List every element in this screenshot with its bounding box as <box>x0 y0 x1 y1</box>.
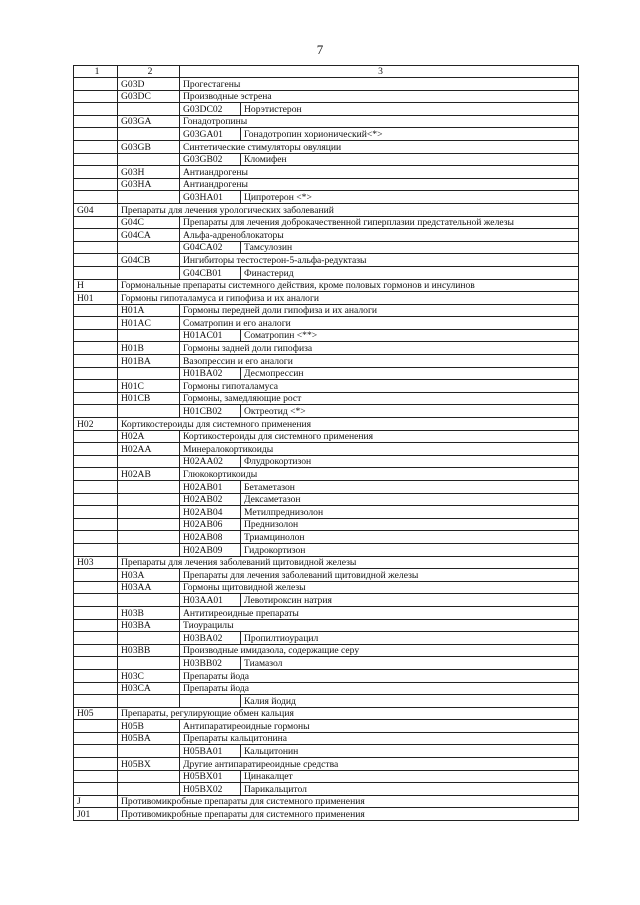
empty-cell <box>74 191 118 204</box>
empty-cell <box>118 329 180 342</box>
empty-cell <box>118 531 180 544</box>
code-cell: G04CB <box>118 254 180 267</box>
name-cell: Синтетические стимуляторы овуляции <box>180 140 579 153</box>
code-cell: G03GA01 <box>180 128 241 141</box>
code-cell: H02AB06 <box>180 518 241 531</box>
name-cell: Ингибиторы тестостерон-5-альфа-редуктазы <box>180 254 579 267</box>
code-cell: G03DC02 <box>180 103 241 116</box>
table-row <box>74 606 579 619</box>
name-cell: Парикальцитол <box>241 783 579 796</box>
empty-cell <box>74 569 118 582</box>
empty-cell <box>74 770 118 783</box>
code-cell: H02AB04 <box>180 506 241 519</box>
code-cell: G03GB02 <box>180 153 241 166</box>
code-cell <box>180 695 241 708</box>
empty-cell <box>118 405 180 418</box>
table-row <box>74 216 579 229</box>
table-row <box>74 682 579 695</box>
code-cell: H02AB01 <box>180 481 241 494</box>
name-cell: Препараты йода <box>180 669 579 682</box>
empty-cell <box>74 720 118 733</box>
code-cell: H01BA <box>118 355 180 368</box>
code-cell: H01BA02 <box>180 367 241 380</box>
table-row <box>74 140 579 153</box>
code-cell: G03D <box>118 78 180 91</box>
table-row <box>74 543 579 556</box>
empty-cell <box>74 644 118 657</box>
empty-cell <box>118 367 180 380</box>
empty-cell <box>74 581 118 594</box>
empty-cell <box>74 455 118 468</box>
table-row <box>74 115 579 128</box>
table-row <box>74 329 579 342</box>
table-row <box>74 153 579 166</box>
empty-cell <box>118 266 180 279</box>
name-cell: Бетаметазон <box>241 481 579 494</box>
name-cell: Гормоны гипоталамуса и гипофиза и их аналоги <box>118 292 579 305</box>
empty-cell <box>118 103 180 116</box>
table-row <box>74 632 579 645</box>
page-number: 7 <box>316 42 324 57</box>
code-cell: H05BA01 <box>180 745 241 758</box>
empty-cell <box>118 745 180 758</box>
name-cell: Пропилтиоурацил <box>241 632 579 645</box>
name-cell: Производные эстрена <box>180 90 579 103</box>
name-cell: Финастерид <box>241 266 579 279</box>
table-row <box>74 443 579 456</box>
empty-cell <box>118 128 180 141</box>
table-row <box>74 707 579 720</box>
empty-cell <box>74 657 118 670</box>
table-row <box>74 795 579 808</box>
empty-cell <box>118 191 180 204</box>
empty-cell <box>118 518 180 531</box>
empty-cell <box>74 543 118 556</box>
name-cell: Антиандрогены <box>180 178 579 191</box>
empty-cell <box>74 606 118 619</box>
name-cell: Гидрокортизон <box>241 543 579 556</box>
code-cell: H02AB09 <box>180 543 241 556</box>
empty-cell <box>74 115 118 128</box>
empty-cell <box>74 78 118 91</box>
name-cell: Противомикробные препараты для системного применения <box>118 795 579 808</box>
table-row <box>74 367 579 380</box>
table-row <box>74 191 579 204</box>
table-row <box>74 78 579 91</box>
name-cell: Гонадотропин хорионический<*> <box>241 128 579 141</box>
code-cell: H05BX01 <box>180 770 241 783</box>
name-cell: Кортикостероиды для системного применения <box>180 430 579 443</box>
name-cell: Цинакалцет <box>241 770 579 783</box>
empty-cell <box>74 430 118 443</box>
name-cell: Антиандрогены <box>180 166 579 179</box>
name-cell: Препараты кальцитонина <box>180 732 579 745</box>
name-cell: Препараты для лечения заболеваний щитовидной железы <box>118 556 579 569</box>
name-cell: Триамцинолон <box>241 531 579 544</box>
empty-cell <box>74 329 118 342</box>
name-cell: Соматропин <**> <box>241 329 579 342</box>
name-cell: Гормоны щитовидной железы <box>180 581 579 594</box>
name-cell: Ципротерон <*> <box>241 191 579 204</box>
name-cell: Антитиреоидные препараты <box>180 606 579 619</box>
table-row <box>74 178 579 191</box>
empty-cell <box>74 758 118 771</box>
table-row <box>74 594 579 607</box>
empty-cell <box>118 770 180 783</box>
empty-cell <box>118 481 180 494</box>
code-cell: H05 <box>74 707 118 720</box>
table-row <box>74 380 579 393</box>
name-cell: Тиоурацилы <box>180 619 579 632</box>
code-cell: H01CB02 <box>180 405 241 418</box>
code-cell: H03AA01 <box>180 594 241 607</box>
empty-cell <box>74 682 118 695</box>
empty-cell <box>74 405 118 418</box>
empty-cell <box>118 657 180 670</box>
table-row <box>74 317 579 330</box>
name-cell: Гормональные препараты системного действия, кроме половых гормонов и инсулинов <box>118 279 579 292</box>
code-cell: H03BA02 <box>180 632 241 645</box>
code-cell: G04CA02 <box>180 241 241 254</box>
empty-cell <box>74 594 118 607</box>
name-cell: Тамсулозин <box>241 241 579 254</box>
code-cell: H02A <box>118 430 180 443</box>
code-cell: H01C <box>118 380 180 393</box>
code-cell: G04CB01 <box>180 266 241 279</box>
empty-cell <box>74 254 118 267</box>
empty-cell <box>74 493 118 506</box>
name-cell: Гормоны задней доли гипофиза <box>180 342 579 355</box>
table-row <box>74 531 579 544</box>
table-row <box>74 342 579 355</box>
code-cell: H01AC01 <box>180 329 241 342</box>
table-row <box>74 481 579 494</box>
code-cell: H01 <box>74 292 118 305</box>
empty-cell <box>118 632 180 645</box>
code-cell: H02AB08 <box>180 531 241 544</box>
name-cell: Кальцитонин <box>241 745 579 758</box>
empty-cell <box>74 518 118 531</box>
name-cell: Препараты для лечения заболеваний щитовидной железы <box>180 569 579 582</box>
table-row <box>74 808 579 821</box>
empty-cell <box>118 783 180 796</box>
code-cell: H03C <box>118 669 180 682</box>
empty-cell <box>74 342 118 355</box>
empty-cell <box>74 90 118 103</box>
empty-cell <box>74 481 118 494</box>
table-row <box>74 506 579 519</box>
empty-cell <box>118 543 180 556</box>
empty-cell <box>118 695 180 708</box>
code-cell: G03DC <box>118 90 180 103</box>
table-row <box>74 581 579 594</box>
name-cell: Октреотид <*> <box>241 405 579 418</box>
table-row <box>74 569 579 582</box>
table-row <box>74 619 579 632</box>
empty-cell <box>74 216 118 229</box>
code-cell: H02AB02 <box>180 493 241 506</box>
table-row <box>74 405 579 418</box>
name-cell: Калия йодид <box>241 695 579 708</box>
table-row <box>74 304 579 317</box>
name-cell: Гормоны передней доли гипофиза и их аналоги <box>180 304 579 317</box>
code-cell: H01CB <box>118 392 180 405</box>
name-cell: Дексаметазон <box>241 493 579 506</box>
empty-cell <box>74 695 118 708</box>
code-cell: H03 <box>74 556 118 569</box>
code-cell: H02AA <box>118 443 180 456</box>
name-cell: Другие антипаратиреоидные средства <box>180 758 579 771</box>
name-cell: Флудрокортизон <box>241 455 579 468</box>
code-cell: H03BB02 <box>180 657 241 670</box>
table-row <box>74 732 579 745</box>
name-cell: Метилпреднизолон <box>241 506 579 519</box>
table-row <box>74 695 579 708</box>
code-cell: H02AB <box>118 468 180 481</box>
code-cell: H03B <box>118 606 180 619</box>
empty-cell <box>74 166 118 179</box>
table-row <box>74 166 579 179</box>
name-cell: Норэтистерон <box>241 103 579 116</box>
empty-cell <box>118 241 180 254</box>
name-cell: Альфа-адреноблокаторы <box>180 229 579 242</box>
table-row <box>74 103 579 116</box>
table-row <box>74 770 579 783</box>
code-cell: H05B <box>118 720 180 733</box>
table-row <box>74 229 579 242</box>
table-row <box>74 455 579 468</box>
empty-cell <box>74 140 118 153</box>
empty-cell <box>74 178 118 191</box>
table-row <box>74 90 579 103</box>
code-cell: G04CA <box>118 229 180 242</box>
name-cell: Кломифен <box>241 153 579 166</box>
code-cell: G03HA01 <box>180 191 241 204</box>
empty-cell <box>74 531 118 544</box>
header-col-2: 2 <box>118 66 180 78</box>
name-cell: Препараты для лечения доброкачественной гиперплазии предстательной железы <box>180 216 579 229</box>
name-cell: Противомикробные препараты для системного применения <box>118 808 579 821</box>
empty-cell <box>74 128 118 141</box>
table-header-row <box>74 66 579 78</box>
empty-cell <box>118 493 180 506</box>
empty-cell <box>74 367 118 380</box>
empty-cell <box>118 455 180 468</box>
name-cell: Препараты йода <box>180 682 579 695</box>
table-row <box>74 518 579 531</box>
table-row <box>74 669 579 682</box>
code-cell: H02AA02 <box>180 455 241 468</box>
empty-cell <box>74 669 118 682</box>
name-cell: Кортикостероиды для системного применения <box>118 418 579 431</box>
header-col-3: 3 <box>180 66 579 78</box>
table-row <box>74 128 579 141</box>
name-cell: Глюкокортикоиды <box>180 468 579 481</box>
empty-cell <box>74 380 118 393</box>
table-row <box>74 493 579 506</box>
table-row <box>74 644 579 657</box>
code-cell: H01B <box>118 342 180 355</box>
name-cell: Десмопрессин <box>241 367 579 380</box>
code-cell: H03CA <box>118 682 180 695</box>
name-cell: Препараты, регулирующие обмен кальция <box>118 707 579 720</box>
code-cell: H02 <box>74 418 118 431</box>
name-cell: Препараты для лечения урологических заболеваний <box>118 203 579 216</box>
empty-cell <box>74 355 118 368</box>
code-cell: G03GA <box>118 115 180 128</box>
empty-cell <box>118 153 180 166</box>
empty-cell <box>74 304 118 317</box>
table-row <box>74 758 579 771</box>
empty-cell <box>74 732 118 745</box>
code-cell: H05BX <box>118 758 180 771</box>
empty-cell <box>74 443 118 456</box>
empty-cell <box>74 229 118 242</box>
code-cell: G04 <box>74 203 118 216</box>
code-cell: H03BB <box>118 644 180 657</box>
empty-cell <box>118 594 180 607</box>
name-cell: Гонадотропины <box>180 115 579 128</box>
table-row <box>74 279 579 292</box>
name-cell: Антипаратиреоидные гормоны <box>180 720 579 733</box>
name-cell: Тиамазол <box>241 657 579 670</box>
name-cell: Минералокортикоиды <box>180 443 579 456</box>
empty-cell <box>74 241 118 254</box>
code-cell: H03AA <box>118 581 180 594</box>
code-cell: H <box>74 279 118 292</box>
empty-cell <box>74 392 118 405</box>
name-cell: Соматропин и его аналоги <box>180 317 579 330</box>
table-row <box>74 418 579 431</box>
table-row <box>74 254 579 267</box>
empty-cell <box>74 745 118 758</box>
code-cell: H01AC <box>118 317 180 330</box>
code-cell: J01 <box>74 808 118 821</box>
code-cell: H03BA <box>118 619 180 632</box>
code-cell: G04C <box>118 216 180 229</box>
code-cell: H03A <box>118 569 180 582</box>
drug-classification-table <box>73 65 579 821</box>
name-cell: Прогестагены <box>180 78 579 91</box>
table-row <box>74 783 579 796</box>
code-cell: G03HA <box>118 178 180 191</box>
empty-cell <box>74 468 118 481</box>
empty-cell <box>118 506 180 519</box>
name-cell: Вазопрессин и его аналоги <box>180 355 579 368</box>
table-row <box>74 392 579 405</box>
empty-cell <box>74 103 118 116</box>
table-row <box>74 556 579 569</box>
empty-cell <box>74 317 118 330</box>
name-cell: Гормоны, замедляющие рост <box>180 392 579 405</box>
table-row <box>74 720 579 733</box>
empty-cell <box>74 783 118 796</box>
empty-cell <box>74 506 118 519</box>
code-cell: H05BX02 <box>180 783 241 796</box>
header-col-1: 1 <box>74 66 118 78</box>
name-cell: Преднизолон <box>241 518 579 531</box>
code-cell: H05BA <box>118 732 180 745</box>
code-cell: G03H <box>118 166 180 179</box>
empty-cell <box>74 632 118 645</box>
table-row <box>74 657 579 670</box>
table-row <box>74 241 579 254</box>
table-row <box>74 292 579 305</box>
code-cell: J <box>74 795 118 808</box>
code-cell: H01A <box>118 304 180 317</box>
table-row <box>74 468 579 481</box>
empty-cell <box>74 266 118 279</box>
table-row <box>74 745 579 758</box>
empty-cell <box>74 619 118 632</box>
table-row <box>74 355 579 368</box>
code-cell: G03GB <box>118 140 180 153</box>
name-cell: Левотироксин натрия <box>241 594 579 607</box>
name-cell: Производные имидазола, содержащие серу <box>180 644 579 657</box>
table-row <box>74 430 579 443</box>
table-row <box>74 266 579 279</box>
name-cell: Гормоны гипоталамуса <box>180 380 579 393</box>
table-row <box>74 203 579 216</box>
empty-cell <box>74 153 118 166</box>
